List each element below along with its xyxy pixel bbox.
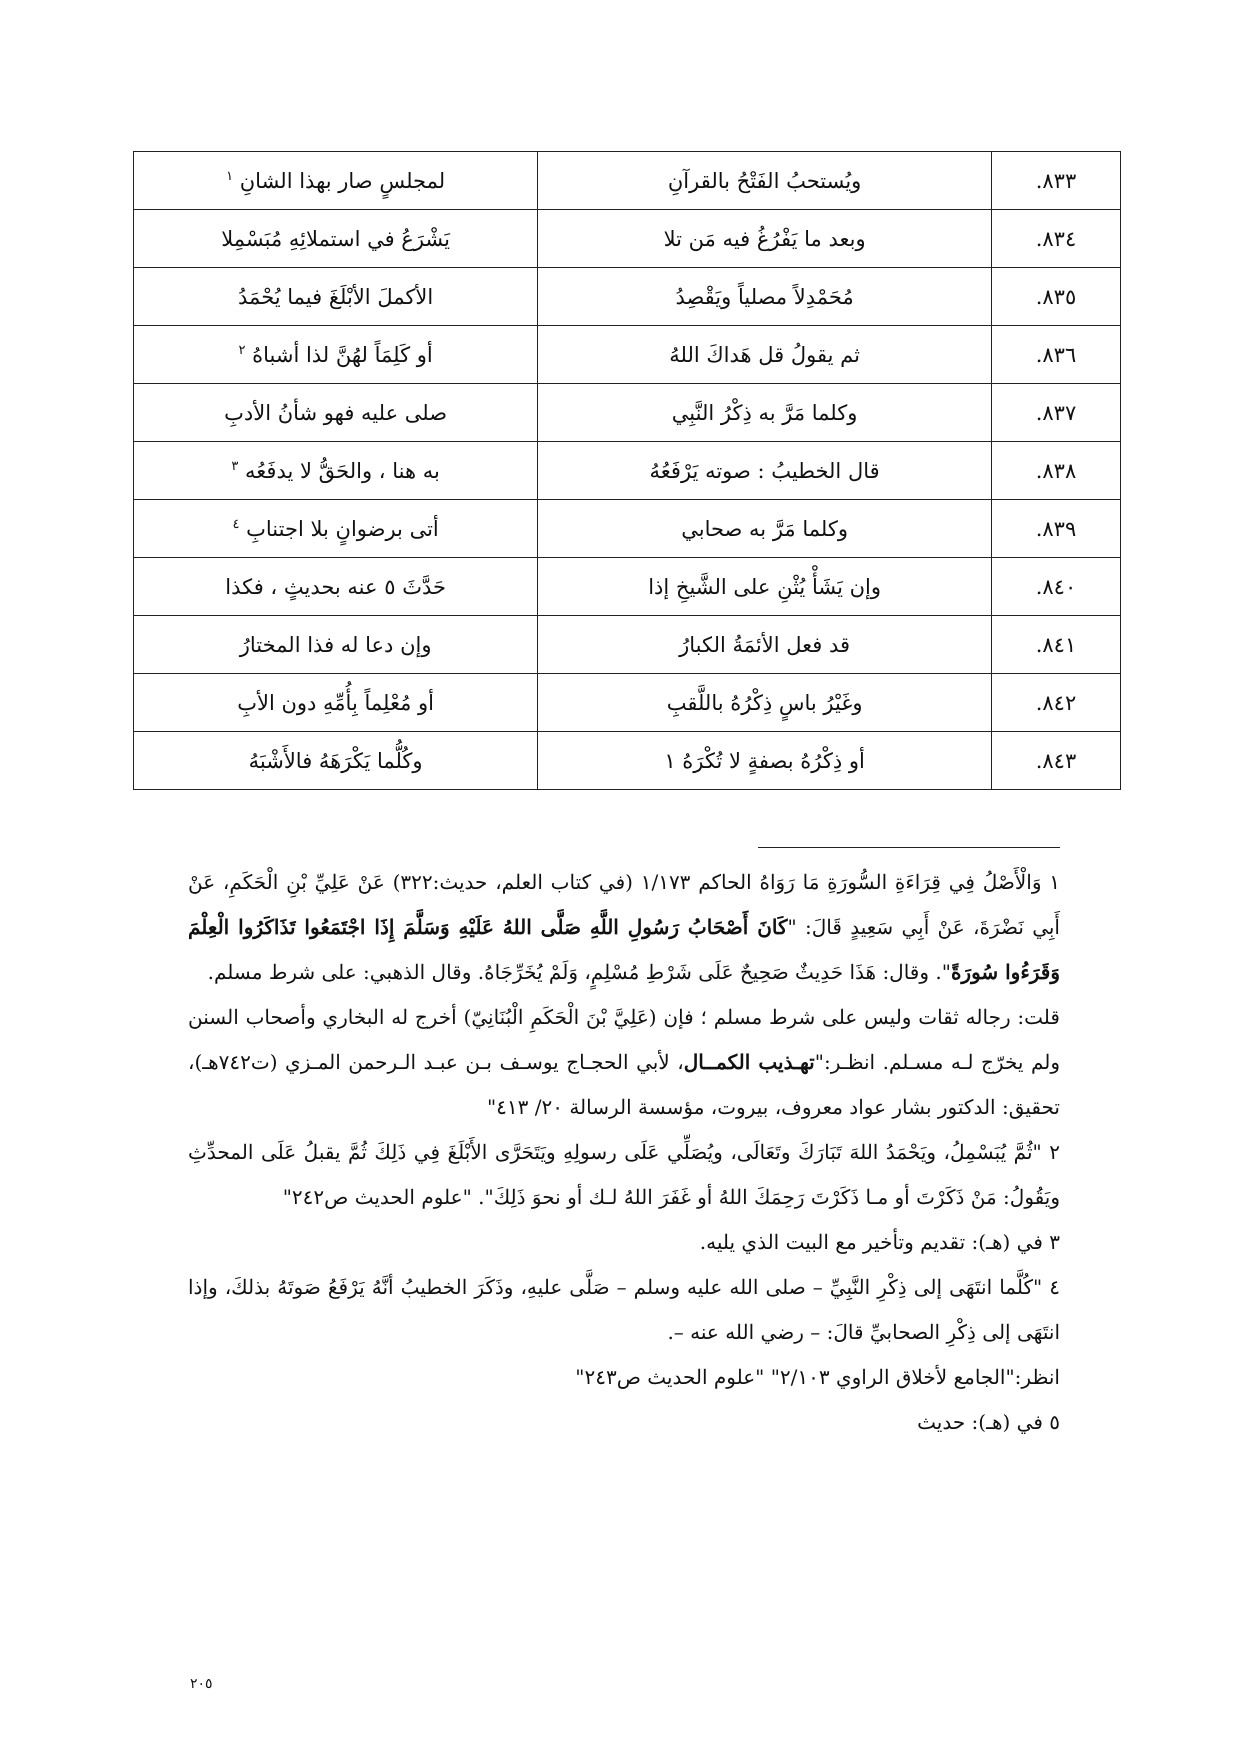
verse-first-hemistich: ويُستحبُ الفَتْحُ بالقرآنِ xyxy=(538,152,992,210)
footnote-1-comment: قلت: رجاله ثقات وليس على شرط مسلم ؛ فإن (عَلِيَّ بْنَ الْحَكَمِ الْبُنَانِيّ) أخرج له البخاري وأصحاب السنن ولم يخرّج لـه مسـلم. انظـر:"تهـذيب الكمــال، لأبي الحجـاج يوسـف بـن عبـد الـرحمن المـزي (ت٧٤٢هـ)، تحقيق: الدكتور بشار عواد معروف، بيروت، مؤسسة الرسالة ٢٠/ ٤١٣" xyxy=(188,1005,1061,1119)
page-number: ٢٠٥ xyxy=(190,1676,213,1692)
verse-second-text: أو مُعْلِماً بِأُمِّهِ دون الأبِ xyxy=(237,690,434,715)
verse-first-hemistich: وكلما مَرَّ به ذِكْرُ النَّبِي xyxy=(538,384,992,442)
hadith-text: كَانَ أَصْحَابُ رَسُولِ اللَّهِ صَلَّى اللهُ عَلَيْهِ وَسَلَّمَ إِذَا اجْتَمَعُوا تَذَاكَرُوا الْعِلْمَ وَقَرَءُوا سُورَةً xyxy=(188,915,1060,984)
verse-second-hemistich xyxy=(134,558,538,616)
verse-number: ٨٣٩. xyxy=(991,500,1120,558)
footnote-3: ٣ في (هـ): تقديم وتأخير مع البيت الذي يليه. xyxy=(699,1230,1060,1254)
verse-first-hemistich: قال الخطيبُ : صوته يَرْفَعُهُ xyxy=(538,442,992,500)
footnote-4-reference: انظر:"الجامع لأخلاق الراوي ٢/١٠٣" "علوم الحديث ص٢٤٣" xyxy=(575,1365,1060,1389)
verse-number: ٨٣٨. xyxy=(991,442,1120,500)
verse-second-hemistich xyxy=(134,326,538,384)
verse-second-hemistich xyxy=(134,500,538,558)
verse-second-hemistich xyxy=(134,732,538,790)
verse-row xyxy=(134,268,1121,326)
verse-first-hemistich: قد فعل الأئمَةُ الكبارُ xyxy=(538,616,992,674)
verse-second-text: صلى عليه فهو شأنُ الأدبِ xyxy=(224,400,448,425)
verse-table xyxy=(133,151,1121,790)
verse-second-hemistich xyxy=(134,616,538,674)
verse-second-text: وكُلُّما يَكْرَهَهُ فالأَشْبَهُ xyxy=(248,748,423,773)
verse-second-text: يَشْرَعُ في استملائِهِ مُبَسْمِلا xyxy=(221,226,450,251)
verse-second-hemistich xyxy=(134,442,538,500)
verse-first-hemistich: وبعد ما يَفْرُغُ فيه مَن تلا xyxy=(538,210,992,268)
verse-number: ٨٣٤. xyxy=(991,210,1120,268)
footnote-separator xyxy=(758,847,1060,848)
verse-rows xyxy=(134,152,1121,790)
footnote-marker: ١ xyxy=(226,168,234,184)
verse-number: ٨٣٧. xyxy=(991,384,1120,442)
verse-second-text: الأكملَ الأبْلَغَ فيما يُحْمَدُ xyxy=(238,284,434,309)
verse-row xyxy=(134,384,1121,442)
verse-second-text: وإن دعا له فذا المختارُ xyxy=(239,632,432,657)
verse-second-hemistich xyxy=(134,674,538,732)
footnote-marker: ٤ xyxy=(232,516,240,532)
book-title: تهـذيب الكمــال xyxy=(683,1050,815,1074)
footnote-2: ٢ "ثُمَّ يُبَسْمِلُ، ويَحْمَدُ اللهَ تَبَارَكَ وتَعَالَى، ويُصَلِّي عَلَى رسولِهِ ويَتَحَرَّى الأَبْلَغَ فِي ذَلِكَ ثُمَّ يقبلُ عَلَى المحدِّثِ ويَقُولُ: مَنْ ذَكَرْتَ أو مـا ذَكَرْتَ رَحِمَكَ اللهُ أو غَفَرَ اللهُ لـك أو نحوَ ذَلِكَ". "علوم الحديث ص٢٤٢" xyxy=(188,1140,1060,1209)
verse-second-hemistich xyxy=(134,384,538,442)
verse-row xyxy=(134,152,1121,210)
verse-second-hemistich xyxy=(134,268,538,326)
verse-number: ٨٤٠. xyxy=(991,558,1120,616)
verse-second-text: لمجلسٍ صار بهذا الشانِ xyxy=(239,168,446,193)
verse-number: ٨٤٣. xyxy=(991,732,1120,790)
verse-number: ٨٣٣. xyxy=(991,152,1120,210)
verse-second-text: أو كَلِمَاً لهُنَّ لذا أشباهُ xyxy=(252,342,433,367)
verse-first-hemistich: وغَيْرُ باسٍ ذِكْرُهُ باللَّقبِ xyxy=(538,674,992,732)
footnote-5: ٥ في (هـ): حديث xyxy=(917,1410,1060,1434)
verse-first-hemistich: ثم يقولُ قل هَداكَ اللهُ xyxy=(538,326,992,384)
footnote-marker: ٢ xyxy=(238,342,246,358)
verse-row xyxy=(134,616,1121,674)
verse-second-hemistich xyxy=(134,210,538,268)
verse-row xyxy=(134,558,1121,616)
footnote-marker: ٣ xyxy=(231,458,239,474)
verse-first-hemistich: وكلما مَرَّ به صحابي xyxy=(538,500,992,558)
verse-row xyxy=(134,674,1121,732)
verse-second-text: به هنا ، والحَقُّ لا يدفَعُه xyxy=(245,458,440,483)
verse-number: ٨٤٢. xyxy=(991,674,1120,732)
verse-row xyxy=(134,732,1121,790)
footnote-4: ٤ "كُلَّما انتَهَى إلى ذِكْرِ النَّبِيِّ – صلى الله عليه وسلم – صَلَّى عليهِ، وذَكَرَ الخطيبُ أنَّهُ يَرْفَعُ صَوتَهُ بذلكَ، وإذا انتَهَى إلى ذِكْرِ الصحابيِّ قالَ: – رضي الله عنه –. xyxy=(188,1275,1060,1344)
verse-first-hemistich: أو ذِكْرُهُ بصفةٍ لا تُكْرَهُ ١ xyxy=(538,732,992,790)
verse-first-hemistich: وإن يَشَأْ يُثْنِ على الشَّيخِ إذا xyxy=(538,558,992,616)
verse-second-text: حَدَّثَ ٥ عنه بحديثٍ ، فكذا xyxy=(225,574,446,599)
verse-number: ٨٣٦. xyxy=(991,326,1120,384)
verse-row xyxy=(134,500,1121,558)
verse-second-hemistich xyxy=(134,152,538,210)
footnote-1: ١ وَالْأَصْلُ فِي قِرَاءَةِ السُّورَةِ مَا رَوَاهُ الحاكم ١/١٧٣ (في كتاب العلم، حديث:٣٢٢) عَنْ عَلِيِّ بْنِ الْحَكَمِ، عَنْ أَبِي نَضْرَةَ، عَنْ أَبِي سَعِيدٍ قَالَ: "كَانَ أَصْحَابُ رَسُولِ اللَّهِ صَلَّى اللهُ عَلَيْهِ وَسَلَّمَ إِذَا اجْتَمَعُوا تَذَاكَرُوا الْعِلْمَ وَقَرَءُوا سُورَةً". وقال: هَذَا حَدِيثٌ صَحِيحٌ عَلَى شَرْطِ مُسْلِمٍ، وَلَمْ يُخَرِّجَاهُ. وقال الذهبي: على شرط مسلم. xyxy=(188,870,1060,984)
verse-number: ٨٣٥. xyxy=(991,268,1120,326)
verse-row xyxy=(134,442,1121,500)
verse-second-text: أتى برضوانٍ بلا اجتنابِ xyxy=(246,516,439,541)
verse-row xyxy=(134,326,1121,384)
verse-number: ٨٤١. xyxy=(991,616,1120,674)
verse-first-hemistich: مُحَمْدِلاً مصلياً ويَقْصِدُ xyxy=(538,268,992,326)
footnotes xyxy=(188,860,1060,1445)
verse-row xyxy=(134,210,1121,268)
